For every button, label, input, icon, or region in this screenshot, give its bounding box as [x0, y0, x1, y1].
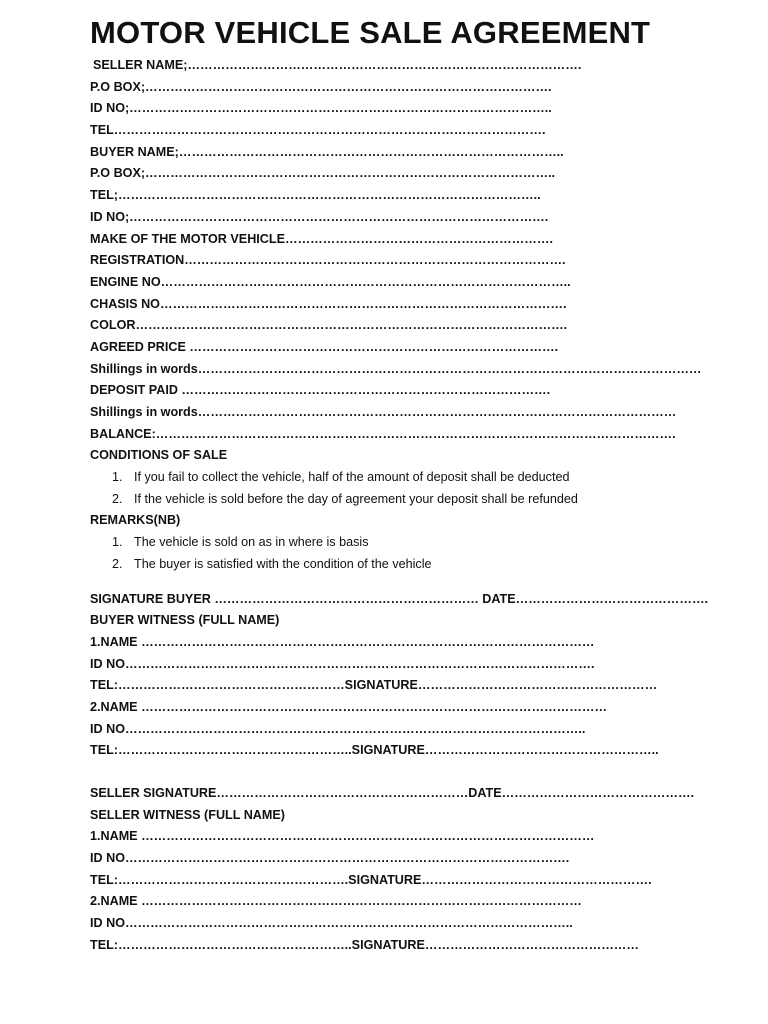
buyer-witness-heading: BUYER WITNESS (FULL NAME)	[90, 613, 280, 628]
buyer-witness2-id: ID NO………………………………………………………………………………………………..	[90, 721, 586, 736]
field-seller-name: SELLER NAME;………………………………………………………………………………….	[93, 58, 582, 72]
field-registration: REGISTRATION……………………………………………………………………………….	[90, 253, 566, 268]
field-balance: BALANCE:…………………………………………………………………………………………………………….	[90, 426, 676, 441]
condition-item	[90, 467, 750, 489]
document-title: MOTOR VEHICLE SALE AGREEMENT	[90, 15, 651, 50]
buyer-witness2-tel-signature: TEL:………………………………………………..SIGNATURE………………………………………………..	[90, 743, 659, 758]
field-engine-no: ENGINE NO……………………………………………………………………………………..	[90, 274, 571, 289]
seller-witness1-tel-signature: TEL:……………………………………………….SIGNATURE……………………………………………….	[90, 872, 652, 887]
seller-witness2-name: 2.NAME ……………………………………………………………………………………………	[90, 894, 582, 909]
buyer-witness1-tel-signature: TEL:………………………………………………SIGNATURE…………………………………………………	[90, 678, 658, 693]
condition-item	[90, 489, 750, 511]
field-agreed-price: AGREED PRICE …………………………………………………………………………….	[90, 339, 559, 354]
conditions-heading: CONDITIONS OF SALE	[90, 448, 228, 463]
spacer	[90, 762, 750, 783]
condition-text: If you fail to collect the vehicle, half of the amount of deposit shall be deducted	[134, 470, 570, 485]
list-number: 2.	[112, 491, 123, 506]
remark-text: The buyer is satisfied with the condition of the vehicle	[134, 556, 432, 571]
list-number: 1.	[112, 470, 123, 485]
field-vehicle-make: MAKE OF THE MOTOR VEHICLE……………………………………………………….	[90, 231, 553, 246]
buyer-witness1-name: 1.NAME ………………………………………………………………………………………………	[90, 634, 595, 649]
field-seller-id-no: ID NO;………………………………………………………………………………………..	[90, 101, 552, 116]
remarks-heading: REMARKS(NB)	[90, 513, 181, 528]
condition-text: If the vehicle is sold before the day of agreement your deposit shall be refunded	[134, 491, 578, 506]
field-price-in-words: Shillings in words…………………………………………………………………………………………………………	[90, 361, 702, 376]
field-buyer-tel: TEL;………………………………………………………………………………………..	[90, 188, 541, 203]
field-seller-po-box: P.O BOX;…………………………………………………………………………………….	[90, 79, 552, 94]
seller-witness2-id: ID NO……………………………………………………………………………………………..	[90, 916, 573, 931]
spacer	[90, 576, 750, 589]
seller-signature-line: SELLER SIGNATURE……………………………………………………DATE……………………………………….	[90, 786, 695, 800]
buyer-witness1-id: ID NO………………………………………………………………………………………………….	[90, 656, 595, 671]
field-chasis-no: CHASIS NO…………………………………………………………………………………….	[90, 296, 567, 311]
field-buyer-id-no: ID NO;……………………………………………………………………………………….	[90, 209, 549, 224]
field-deposit-paid: DEPOSIT PAID …………………………………………………………………………….	[90, 383, 551, 398]
field-buyer-po-box: P.O BOX;……………………………………………………………………………………..	[90, 166, 556, 181]
list-number: 1.	[112, 535, 123, 550]
buyer-signature-line: SIGNATURE BUYER ……………………………………………………… DATE……………………………………….	[90, 591, 709, 606]
field-deposit-in-words: Shillings in words……………………………………………………………………………………………………	[90, 405, 677, 419]
remark-item	[90, 532, 750, 554]
agreement-document	[90, 14, 750, 957]
field-color: COLOR………………………………………………………………………………………….	[90, 318, 568, 333]
remark-item	[90, 554, 750, 576]
field-buyer-name: BUYER NAME;………………………………………………………………………………..	[90, 144, 564, 159]
seller-witness1-name: 1.NAME ………………………………………………………………………………………………	[90, 829, 595, 844]
seller-witness-heading: SELLER WITNESS (FULL NAME)	[90, 807, 285, 822]
buyer-witness2-name: 2.NAME …………………………………………………………………………………………………	[90, 699, 608, 714]
field-seller-tel: TEL………………………………………………………………………………………….	[90, 123, 546, 138]
remark-text: The vehicle is sold on as in where is basis	[134, 535, 369, 550]
seller-witness2-tel-signature: TEL:………………………………………………..SIGNATURE……………………………………………	[90, 937, 639, 952]
list-number: 2.	[112, 556, 123, 571]
seller-witness1-id: ID NO…………………………………………………………………………………………….	[90, 851, 570, 866]
